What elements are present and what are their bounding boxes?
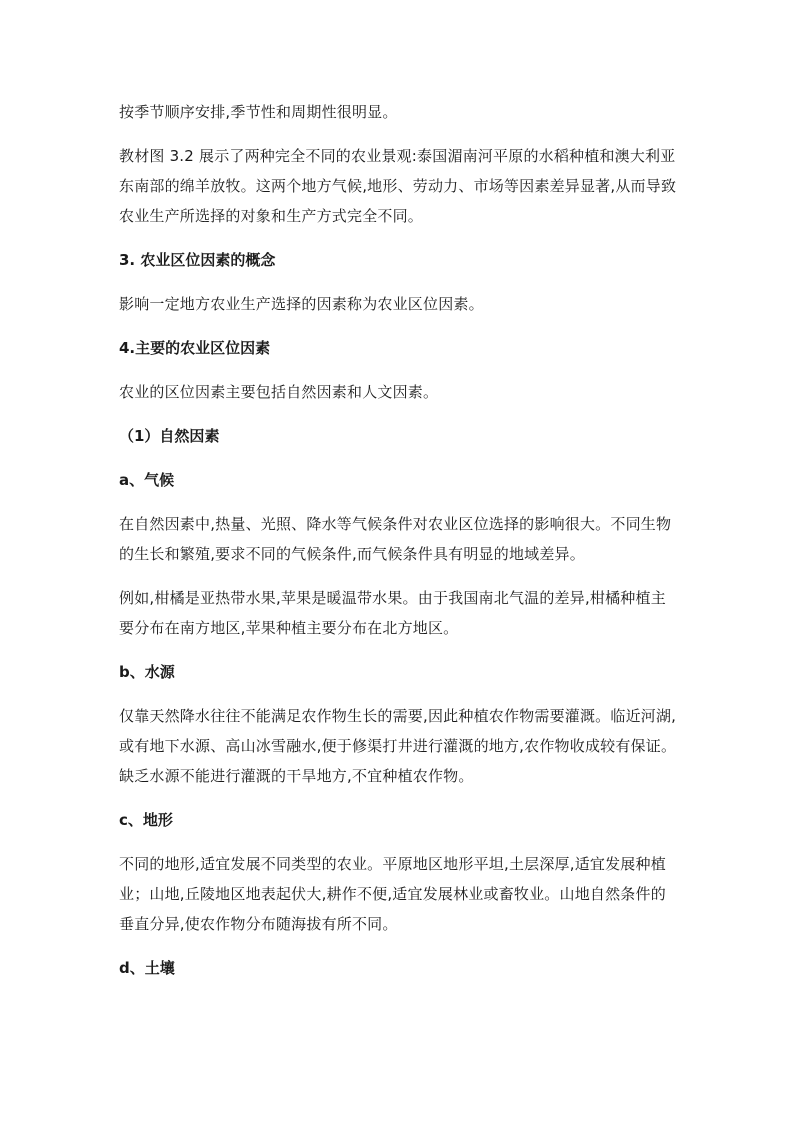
paragraph-climate: 在自然因素中,热量、光照、降水等气候条件对农业区位选择的影响很大。不同生物的生长和繁殖,要求不同的气候条件,而气候条件具有明显的地域差异。: [119, 515, 672, 563]
paragraph-water: 仅靠天然降水往往不能满足农作物生长的需要,因此种植农作物需要灌溉。临近河湖,或有地下水源、高山冰雪融水,便于修渠打井进行灌溉的地方,农作物收成较有保证。缺乏水源不能进行灌溉的干旱地方,不宜种植农作物。: [119, 707, 677, 785]
heading-natural-factors: （1）自然因素: [119, 427, 220, 445]
heading-concept: 3. 农业区位因素的概念: [119, 251, 276, 269]
paragraph-main-factors: 农业的区位因素主要包括自然因素和人文因素。: [119, 383, 439, 401]
paragraph-textbook-figure: 教材图 3.2 展示了两种完全不同的农业景观:泰国湄南河平原的水稻种植和澳大利亚东南部的绵羊放牧。这两个地方气候,地形、劳动力、市场等因素差异显著,从而导致农业生产所选择的对象和生产方式完全不同。: [119, 147, 677, 225]
heading-climate: a、气候: [119, 471, 175, 489]
paragraph-concept-definition: 影响一定地方农业生产选择的因素称为农业区位因素。: [119, 295, 484, 313]
heading-terrain: c、地形: [119, 811, 173, 829]
paragraph-seasonality: 按季节顺序安排,季节性和周期性很明显。: [119, 103, 398, 121]
paragraph-terrain: 不同的地形,适宜发展不同类型的农业。平原地区地形平坦,土层深厚,适宜发展种植业；山地,丘陵地区地表起伏大,耕作不便,适宜发展林业或畜牧业。山地自然条件的垂直分异,使农作物分布随海拔有所不同。: [119, 855, 666, 933]
heading-water: b、水源: [119, 663, 175, 681]
heading-main-factors: 4.主要的农业区位因素: [119, 339, 271, 357]
document-body: [119, 97, 679, 997]
heading-soil: d、土壤: [119, 959, 175, 977]
paragraph-climate-example: 例如,柑橘是亚热带水果,苹果是暖温带水果。由于我国南北气温的差异,柑橘种植主要分布在南方地区,苹果种植主要分布在北方地区。: [119, 589, 666, 637]
